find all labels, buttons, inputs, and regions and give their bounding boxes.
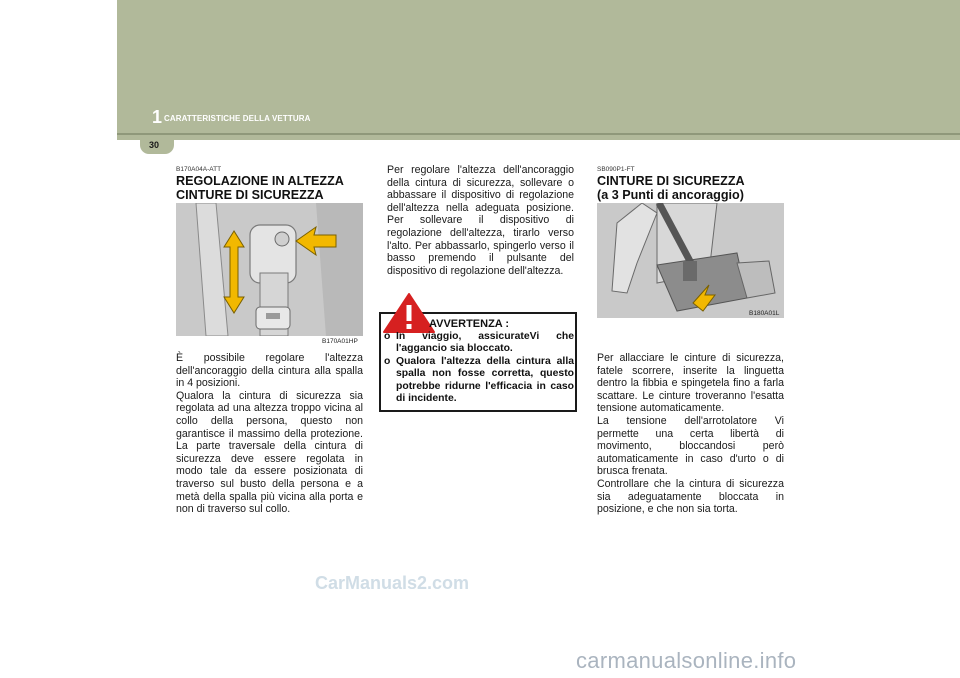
section-title-line2: CINTURE DI SICUREZZA (176, 188, 324, 202)
seatbelt-height-adjuster-illustration (176, 203, 363, 336)
chapter-title: CARATTERISTICHE DELLA VETTURA (164, 114, 311, 123)
chapter-number: 1 (152, 107, 163, 127)
middle-body-text: Per regolare l'altezza dell'ancoraggio della cintura di sicurezza, sollevare o abbassare il dispositivo di regolazione dell'altezza nella adeguata posizione. Per sollevare il dispositivo di regolazione dell'altezza, tirarlo verso l'alto. Per abbassarlo, spingerlo verso il basso premendo il pulsante del dispositivo di regolazione dell'altezza. (387, 164, 574, 277)
left-body-text: È possibile regolare l'altezza dell'ancoraggio della cintura alla spalla in 4 posizioni. Qualora la cintura di sicurezza sia regolata ad una altezza troppo vicina al collo della persona, questo non garantisce il massimo della protezione. La parte traversale della cintura di sicurezza deve essere regolata in modo tale da essere posizionata di traverso sul busto della persona e a metà della spalla più vicina alla porta e non di traverso sul collo. (176, 352, 363, 516)
warning-triangle-icon (382, 292, 436, 334)
warning-item (384, 331, 574, 356)
watermark-site: carmanualsonline.info (576, 648, 797, 673)
warning-item (384, 356, 574, 406)
section-code: B170A04A-ATT (176, 166, 222, 173)
warning-list (384, 331, 574, 405)
image-caption: B180A01L (749, 310, 780, 317)
section-title-line2: (a 3 Punti di ancoraggio) (597, 188, 744, 202)
warning-item-text: Qualora l'altezza della cintura alla spalla non fosse corretta, questo potrebbe ridurne l'efficacia in caso di incidente. (396, 355, 574, 405)
bullet: o (384, 355, 391, 367)
section-title-line1: CINTURE DI SICUREZZA (597, 174, 745, 188)
image-caption: B170A01HP (322, 338, 358, 345)
right-body-text: Per allacciare le cinture di sicurezza, fatele scorrere, inserite la linguetta dentro la fibbia e spingetela fino a farla scattare. Le cinture troveranno l'esatta tensione automaticamente. La tensione dell'arrotolatore Vi permette una certa libertà di movimento, bloccandosi però automaticamente in caso d'urto o di brusca frenata. Controllare che la cintura di sicurezza sia adeguatamente bloccata in posizione, e che non sia torta. (597, 352, 784, 516)
section-code: SB090P1-FT (597, 166, 635, 173)
seatbelt-fastening-illustration (597, 203, 784, 318)
warning-item-text: In viaggio, assicurateVi che l'aggancio sia bloccato. (396, 331, 574, 355)
watermark-logo[interactable]: CarManuals2.com (315, 573, 470, 593)
warning-title: AVVERTENZA : (429, 318, 510, 330)
page-number: 30 (149, 140, 160, 150)
section-title-line1: REGOLAZIONE IN ALTEZZA (176, 174, 344, 188)
seatbelt-fastening-drawing (597, 203, 784, 318)
header-divider (117, 133, 960, 135)
bullet: o (384, 331, 391, 342)
seatbelt-adjuster-drawing (176, 203, 363, 336)
